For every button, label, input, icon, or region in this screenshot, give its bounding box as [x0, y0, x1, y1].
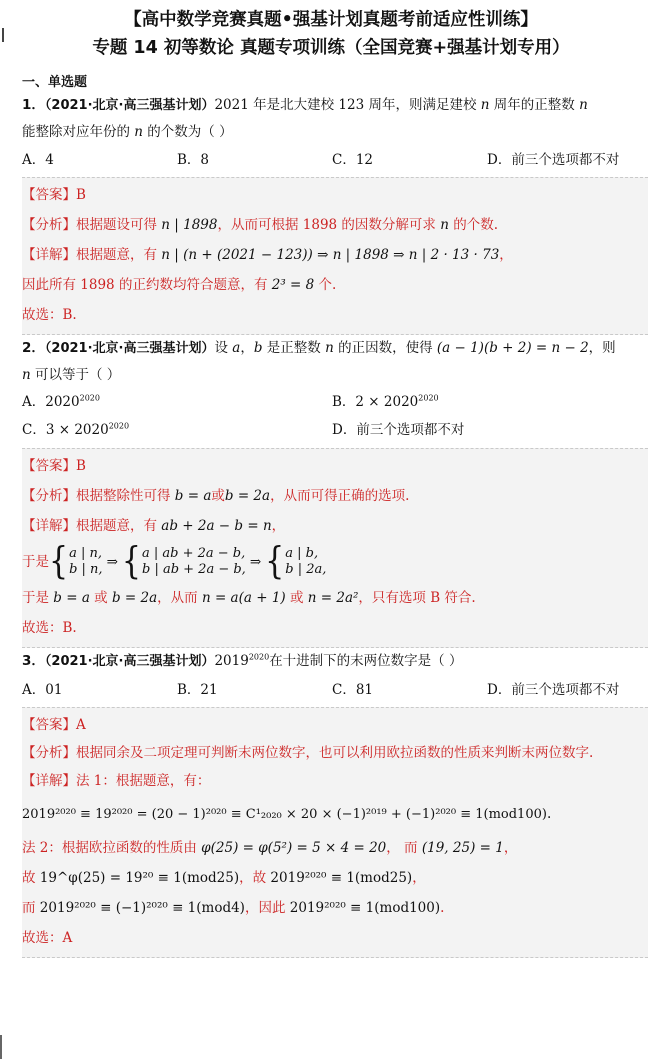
- stem-text: 在十进制下的末两位数字是（ ）: [269, 653, 463, 669]
- detail-label: 【详解】: [22, 773, 76, 789]
- stem-equation: (a − 1)(b + 2) = n − 2: [436, 340, 589, 356]
- stem-text: 是正整数: [262, 340, 326, 356]
- detail-text: 故: [22, 870, 40, 886]
- question-number: 2．: [22, 340, 45, 356]
- question-source: （2021·北京·高三强基计划）: [44, 98, 215, 113]
- var-a: a: [232, 340, 241, 356]
- detail-math: b = 2a: [111, 590, 158, 606]
- question-1-stem: [22, 92, 648, 145]
- method-2-line-3: [22, 893, 648, 923]
- option-label: A．: [22, 394, 46, 410]
- detail-text: 于是: [22, 590, 54, 606]
- detail-math: φ(25) = φ(5²) = 5 × 4 = 20: [201, 840, 387, 856]
- analysis-text: ，从而可根据 1898 的因数分解可求: [217, 217, 441, 233]
- var-b: b: [253, 340, 263, 356]
- analysis-label: 【分析】: [22, 745, 76, 761]
- option-d[interactable]: D．前三个选项都不对: [332, 422, 465, 438]
- detail-math: n = 2a²: [307, 590, 359, 606]
- option-d[interactable]: D．前三个选项都不对: [487, 682, 620, 698]
- analysis-math: b = 2a: [224, 488, 271, 504]
- detail-text: 法 2：根据欧拉函数的性质由: [22, 840, 202, 856]
- final-answer: 故选：B.: [22, 620, 77, 636]
- question-2-options-row-2: [22, 416, 648, 444]
- answer-line: 【答案】B: [22, 187, 86, 203]
- analysis-label: 【分析】: [22, 217, 76, 233]
- option-b[interactable]: B．8: [177, 152, 210, 168]
- detail-math: 2019²⁰²⁰ ≡ (−1)²⁰²⁰ ≡ 1(mod4): [39, 900, 245, 916]
- analysis-text: ，从而可得正确的选项.: [270, 488, 410, 504]
- system-row: b | ab + 2a − b,: [141, 562, 246, 577]
- question-1-solution: [22, 177, 648, 335]
- option-exponent: 2020: [108, 421, 130, 431]
- detail-text: 而: [22, 900, 40, 916]
- question-2-options-row-1: [22, 388, 648, 416]
- section-title: 一、单选题: [22, 75, 88, 90]
- equation: 2019²⁰²⁰ ≡ 19²⁰²⁰ = (20 − 1)²⁰²⁰ ≡ C¹₂₀₂₀ × 20 × (−1)²⁰¹⁹ + (−1)²⁰²⁰ ≡ 1(mod100): [22, 807, 547, 822]
- detail-text: ，: [412, 870, 426, 886]
- option-exponent: 2020: [418, 393, 439, 403]
- analysis-text: 的个数.: [448, 217, 499, 233]
- question-source: （2021·北京·高三强基计划）: [44, 654, 215, 669]
- implies-arrow: ⇒: [249, 554, 262, 570]
- detail-label: 【详解】: [22, 247, 76, 263]
- detail-text: 根据题意，有: [76, 518, 162, 534]
- option-a[interactable]: A．4: [22, 152, 54, 168]
- detail-text: 因此所有 1898 的正约数均符合题意，有: [22, 277, 272, 293]
- stem-text: ，: [240, 340, 254, 356]
- system-1: { a | n, b | n,: [49, 539, 103, 584]
- system-label: 于是: [22, 554, 49, 570]
- analysis-text: 根据同余及二项定理可判断末两位数字，也可以利用欧拉函数的性质来判断末两位数字.: [76, 745, 594, 761]
- question-3-solution: [22, 707, 648, 958]
- option-a[interactable]: [22, 388, 332, 416]
- system-row: b | n,: [69, 562, 103, 577]
- detail-line-3: [22, 583, 648, 613]
- stem-base: 2019: [214, 653, 249, 669]
- detail-text: ，: [503, 840, 518, 856]
- var-n: n: [440, 217, 449, 233]
- question-1: [22, 92, 648, 335]
- detail-math: 19^φ(25) = 19²⁰ ≡ 1(mod25): [39, 870, 240, 886]
- detail-text: 或: [89, 590, 112, 606]
- system-line: [22, 541, 648, 583]
- question-3-stem: [22, 648, 648, 675]
- analysis-line: [22, 210, 648, 240]
- system-3: { a | b, b | 2a,: [265, 539, 327, 584]
- question-2: [22, 335, 648, 648]
- option-a[interactable]: A．01: [22, 682, 63, 698]
- detail-text: 法 1：根据题意，有：: [76, 773, 211, 789]
- title-block: [0, 0, 662, 62]
- stem-text: 能整除对应年份的: [22, 124, 135, 140]
- content: [22, 74, 648, 958]
- detail-line-2: [22, 270, 648, 300]
- equation-end: .: [546, 806, 552, 822]
- option-math: 2 × 2020: [355, 394, 419, 410]
- analysis-text: 根据整除性可得: [76, 488, 175, 504]
- analysis-text: 或: [211, 488, 225, 504]
- detail-text: ， 而: [386, 840, 422, 856]
- detail-math: 2019²⁰²⁰ ≡ 1(mod25): [270, 870, 413, 886]
- detail-math: 2019²⁰²⁰ ≡ 1(mod100): [289, 900, 441, 916]
- detail-text: ，从而: [157, 590, 202, 606]
- title-line-1: 【高中数学竞赛真题•强基计划真题考前适应性训练】: [124, 10, 538, 30]
- stem-text: 可以等于（ ）: [30, 367, 121, 383]
- detail-text: .: [440, 900, 445, 916]
- question-2-solution: [22, 448, 648, 648]
- analysis-text: 根据题设可得: [76, 217, 162, 233]
- option-b[interactable]: [332, 388, 642, 416]
- detail-math: ab + 2a − b = n: [161, 518, 272, 534]
- final-answer: 故选：B.: [22, 307, 77, 323]
- option-exponent: 2020: [79, 393, 100, 403]
- detail-text: 个.: [314, 277, 337, 293]
- stem-text: 周年的正整数: [489, 97, 580, 113]
- detail-math: b = a: [53, 590, 90, 606]
- detail-text: ，因此: [244, 900, 290, 916]
- analysis-math: n | 1898: [161, 217, 218, 233]
- question-3: [22, 648, 648, 958]
- detail-line: [22, 240, 648, 270]
- question-1-options: [22, 147, 648, 173]
- analysis-line: [22, 481, 648, 511]
- stem-text: 的正因数，使得: [333, 340, 437, 356]
- title-line-2: 专题 14 初等数论 真题专项训练（全国竞赛+强基计划专用）: [92, 38, 570, 58]
- system-row: a | b,: [285, 546, 319, 561]
- option-math: 3 × 2020: [45, 422, 109, 438]
- detail-text: 根据题意，有: [76, 247, 162, 263]
- var-n: n: [480, 97, 490, 113]
- answer-line: 【答案】B: [22, 458, 86, 474]
- detail-text: ，故: [239, 870, 271, 886]
- implies-arrow: ⇒: [106, 554, 118, 570]
- var-n: n: [579, 97, 588, 113]
- analysis-line: [22, 740, 648, 766]
- question-number: 3．: [22, 653, 45, 669]
- option-label: C．: [22, 422, 46, 438]
- method-1-equation: [22, 796, 648, 833]
- detail-math: (19, 25) = 1: [421, 840, 504, 856]
- stem-exponent: 2020: [248, 652, 270, 662]
- system-2: { a | ab + 2a − b, b | ab + 2a − b,: [121, 539, 246, 584]
- option-d[interactable]: D．前三个选项都不对: [487, 152, 620, 168]
- question-2-stem: [22, 335, 648, 388]
- margin-mark: [0, 1035, 2, 1059]
- question-source: （2021·北京·高三强基计划）: [44, 341, 215, 356]
- detail-text: 或: [285, 590, 308, 606]
- var-n: n: [22, 367, 31, 383]
- detail-text: ，: [271, 518, 286, 534]
- detail-math: 2³ = 8: [271, 277, 315, 293]
- detail-math: n = a(a + 1): [201, 590, 286, 606]
- stem-text: 设: [214, 340, 233, 356]
- answer-line: 【答案】A: [22, 717, 86, 733]
- detail-math: n | (n + (2021 − 123)) ⇒ n | 1898 ⇒ n | 2 · 13 · 73: [161, 247, 500, 263]
- system-row: a | ab + 2a − b,: [141, 546, 246, 561]
- system-row: b | 2a,: [285, 562, 327, 577]
- analysis-label: 【分析】: [22, 488, 76, 504]
- question-3-options: [22, 677, 648, 703]
- question-number: 1．: [22, 97, 45, 113]
- method-2-line: [22, 833, 648, 863]
- stem-text: 的个数为（ ）: [143, 124, 233, 140]
- final-answer: 故选：A: [22, 930, 73, 946]
- detail-line: [22, 766, 648, 796]
- stem-text: 2021 年是北大建校 123 周年，则满足建校: [214, 97, 481, 113]
- system-row: a | n,: [69, 546, 102, 561]
- detail-label: 【详解】: [22, 518, 76, 534]
- option-c[interactable]: C．12: [332, 152, 374, 168]
- var-n: n: [325, 340, 334, 356]
- var-n: n: [134, 124, 143, 140]
- option-c[interactable]: C．81: [332, 682, 374, 698]
- analysis-math: b = a: [174, 488, 212, 504]
- detail-line: [22, 511, 648, 541]
- option-b[interactable]: B．21: [177, 682, 218, 698]
- option-label: B．: [332, 394, 356, 410]
- option-math: 2020: [45, 394, 80, 410]
- option-c[interactable]: [22, 416, 332, 444]
- detail-text: ，: [499, 247, 513, 263]
- method-2-line-2: [22, 863, 648, 893]
- stem-text: ，则: [588, 340, 616, 356]
- margin-mark: [2, 28, 4, 42]
- detail-text: ，只有选项 B 符合.: [358, 590, 476, 606]
